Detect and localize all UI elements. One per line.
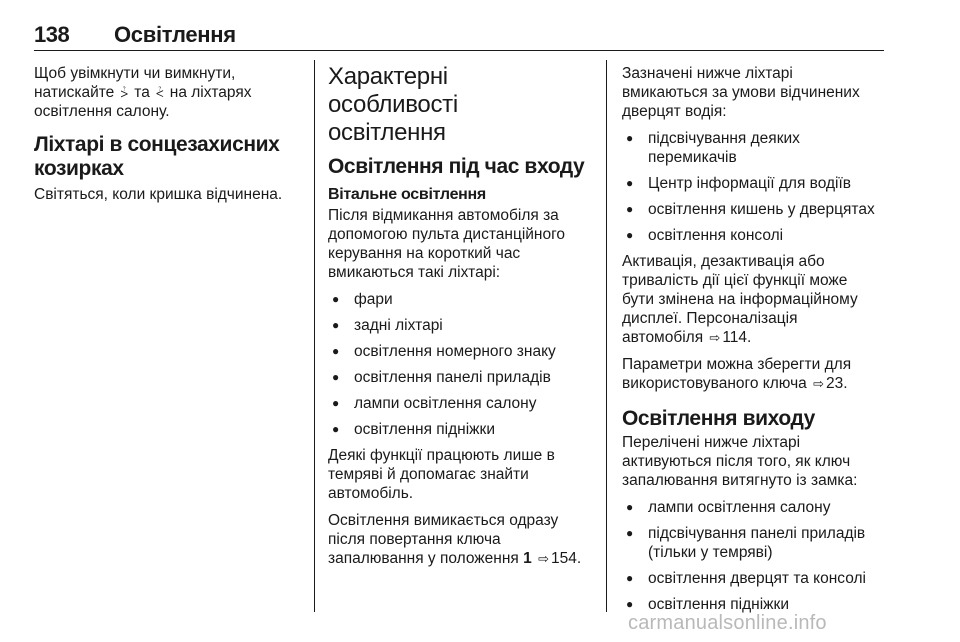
column-divider (314, 60, 315, 612)
watermark: carmanualsonline.info (628, 612, 827, 634)
page-reference[interactable]: 114. (722, 329, 752, 346)
list-item: ● лампи освітлення салону (622, 498, 892, 517)
bullet-list (622, 129, 892, 245)
chapter-title: Освітлення (114, 22, 236, 47)
light-switch-icon: ⩼ (120, 85, 128, 100)
intro-conjunction: та (134, 84, 150, 101)
paragraph (328, 511, 598, 568)
page-reference[interactable]: 154. (550, 550, 582, 567)
page-number: 138 (34, 22, 70, 47)
intro-paragraph (34, 64, 304, 121)
list-item: ● освітлення дверцят та консолі (622, 569, 892, 588)
list-item: ● освітлення панелі приладів (328, 368, 598, 387)
list-item: ● Центр інформації для водіїв (622, 174, 892, 193)
list-item: ● лампи освітлення салону (328, 394, 598, 413)
list-item: ● освітлення консолі (622, 226, 892, 245)
column-divider (606, 60, 607, 612)
minor-heading: Вітальне освітлення (328, 186, 486, 203)
list-item: ● освітлення номерного знаку (328, 342, 598, 361)
list-item: ● освітлення кишень у дверцятах (622, 200, 892, 219)
paragraph: Зазначені нижче ліхтарі вмикаються за умови відчинених дверцят водія: (622, 65, 860, 120)
column-1 (34, 64, 304, 212)
bullet-list (622, 498, 892, 614)
page-reference-icon: ⇨ (709, 330, 721, 345)
paragraph-text: Освітлення вимикається одразу після повертання ключа запалювання у положення (328, 512, 559, 567)
page-reference-icon: ⇨ (538, 551, 549, 566)
intro-text: Щоб увімкнути чи вимкнути, натискайте (34, 65, 236, 101)
list-item: ● підсвічування деяких перемикачів (622, 129, 892, 167)
paragraph: Після відмикання автомобіля за допомогою пульта дистанційного керування на короткий час вмикаються такі ліхтарі: (328, 207, 566, 281)
list-item: ● підсвічування панелі приладів (тільки у темряві) (622, 524, 892, 562)
bullet-list (328, 290, 598, 439)
list-item: ● освітлення підніжки (622, 595, 892, 614)
column-2 (328, 64, 598, 576)
page-reference[interactable]: 23. (826, 375, 848, 392)
paragraph-text: Параметри можна зберегти для використовуваного ключа (622, 356, 852, 392)
paragraph (622, 252, 892, 347)
column-3 (622, 64, 892, 621)
paragraph: Світяться, коли кришка відчинена. (34, 186, 283, 203)
section-heading: Ліхтарі в сонцезахисних козирках (34, 133, 280, 180)
subsection-heading: Освітлення під час входу (328, 155, 585, 178)
light-switch-icon: ⩻ (156, 85, 164, 100)
subsection-heading: Освітлення виходу (622, 407, 815, 430)
paragraph-text: Активація, дезактивація або тривалість дії цієї функції може бути змінена на інформаційному дисплеї. Персоналізація автомобіля (622, 253, 858, 346)
list-item: ● фари (328, 290, 598, 309)
paragraph: Деякі функції працюють лише в темряві й допомагає знайти автомобіль. (328, 447, 555, 502)
paragraph (622, 355, 892, 393)
list-item: ● освітлення підніжки (328, 420, 598, 439)
header-rule (34, 50, 884, 51)
intro-text: на ліхтарях освітлення салону. (34, 84, 252, 120)
section-heading: Характерні особливості освітлення (328, 63, 458, 146)
list-item: ● задні ліхтарі (328, 316, 598, 335)
page-reference-icon: ⇨ (813, 376, 824, 391)
ignition-position: 1 (523, 550, 532, 567)
paragraph: Перелічені нижче ліхтарі активуються після того, як ключ запалювання витягнуто із замка: (622, 434, 858, 489)
